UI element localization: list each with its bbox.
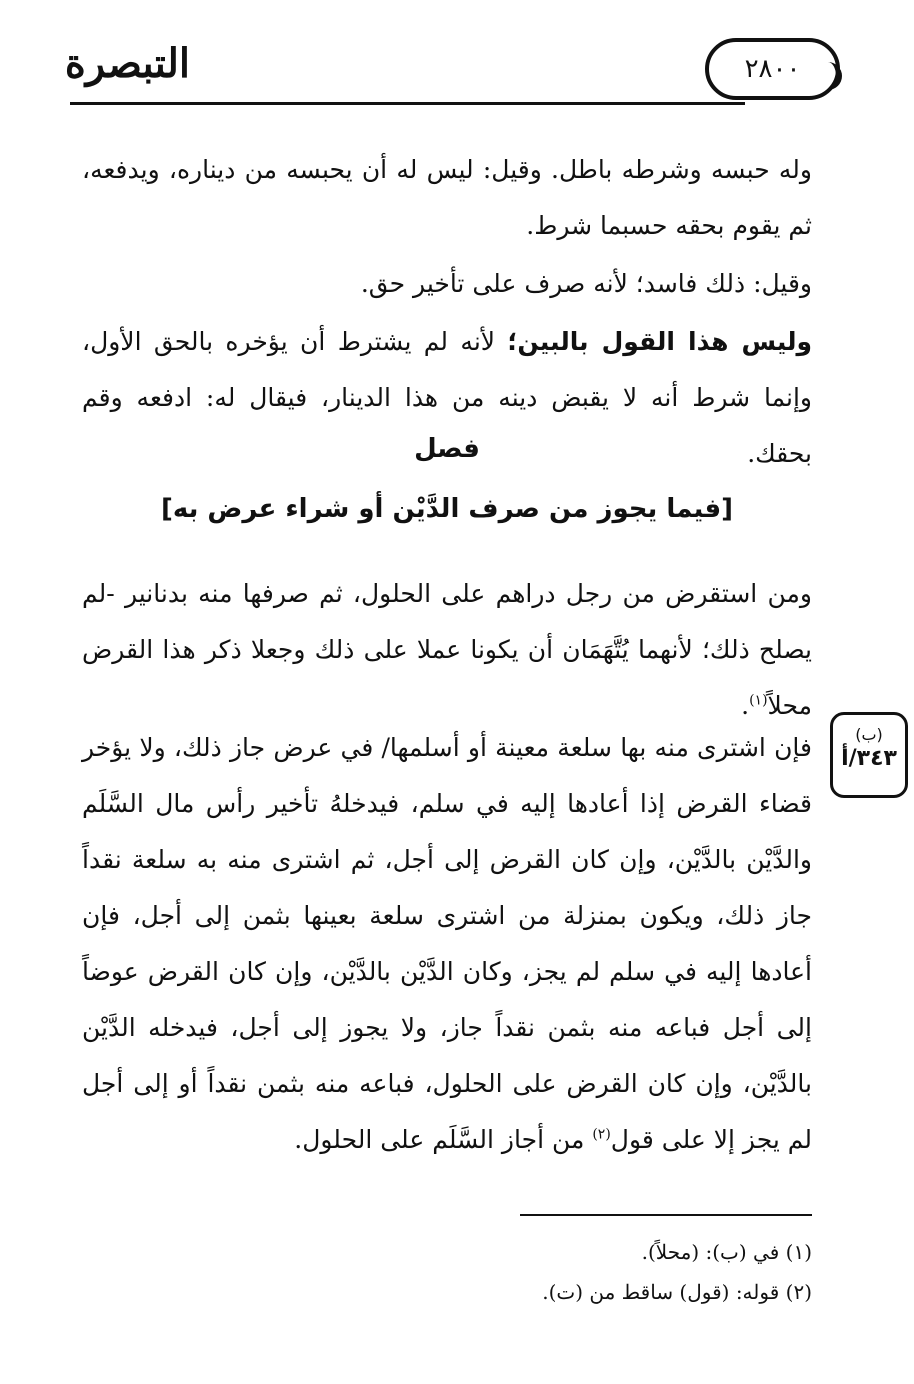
section-heading: فصل [414,434,480,464]
footnote-ref-1: (١) [749,692,768,709]
margin-note [830,712,908,798]
footnotes [82,1232,812,1312]
paragraph-3-lead: وليس هذا القول بالبين؛ [507,327,813,356]
paragraph-4-text: ومن استقرض من رجل دراهم على الحلول، ثم صرفها منه بدنانير -لم يصلح ذلك؛ لأنهما يُتَّهَمَان أن يكونا عملا على ذلك وجعلا ذكر هذا القرض محلاً [82,579,812,720]
footnote-rule [520,1214,812,1216]
footnote-1: (١) في (ب): (محلاً). [641,1240,812,1264]
page-number: ٢٨٠٠ [744,54,801,84]
footnote-2: (٢) قوله: (قول) ساقط من (ت). [542,1280,812,1304]
paragraph-5 [82,720,812,1168]
paragraph-5-text-b: من أجاز السَّلَم على الحلول. [294,1125,593,1154]
paragraph-3-rest: لأنه لم يشترط أن يؤخره بالحق الأول، وإنما شرط أنه لا يقبض دينه من هذا الدينار، فيقال له: ادفعه وقم بحقك. [82,327,812,468]
paragraph-5-text-a: فإن اشترى منه بها سلعة معينة أو أسلمها/ في عرض جاز ذلك، ولا يؤخر قضاء القرض إذا أعادها إليه في سلم، فيدخلهُ تأخير رأس مال السَّلَم والدَّيْن بالدَّيْن، وإن كان القرض إلى أجل، ثم اشترى منه به سلعة نقداً جاز ذلك، ويكون بمنزلة من اشترى سلعة بعينها بثمن إلى أجل، فإن أعادها إليه في سلم لم يجز، وكان الدَّيْن بالدَّيْن، وإن كان القرض عوضاً إلى أجل فباعه منه بثمن نقداً جاز، ولا يجوز إلى أجل، فيدخله الدَّيْن بالدَّيْن، وإن كان القرض على الحلول، فباعه منه بثمن نقداً أو إلى أجل لم يجز إلا على قول [82,733,812,1154]
page-number-badge [705,38,840,100]
paragraph-4 [82,566,812,734]
header-rule [70,102,745,105]
margin-note-manuscript: (ب) [855,725,883,744]
paragraph-4-end: . [741,691,750,720]
page-header [64,38,840,108]
margin-note-folio: ٣٤٣/أ [841,746,897,771]
section-subheading: [فيما يجوز من صرف الدَّيْن أو شراء عرض به] [160,494,734,524]
paragraph-2: وقيل: ذلك فاسد؛ لأنه صرف على تأخير حق. [360,269,812,298]
footnote-ref-2: (٢) [592,1126,611,1143]
paragraph-1: وله حبسه وشرطه باطل. وقيل: ليس له أن يحبسه من ديناره، ويدفعه، ثم يقوم بحقه حسبما شرط. [82,155,812,240]
book-title-logo: التبصرة [64,40,190,87]
